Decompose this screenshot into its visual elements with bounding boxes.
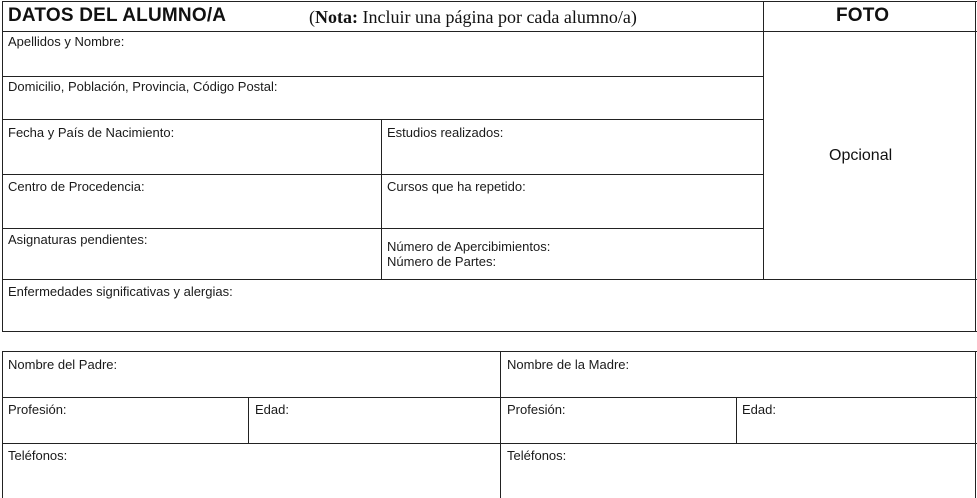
photo-title: FOTO — [836, 5, 890, 26]
warnings-field-label: Número de Apercibimientos: — [387, 239, 551, 254]
mother-phones-label: Teléfonos: — [507, 448, 567, 463]
birth-field-label: Fecha y País de Nacimiento: — [8, 125, 175, 140]
name-field-label: Apellidos y Nombre: — [8, 34, 125, 49]
form-title: DATOS DEL ALUMNO/A — [8, 5, 227, 26]
rule — [2, 443, 977, 444]
rule — [2, 331, 977, 332]
father-phones-label: Teléfonos: — [8, 448, 68, 463]
rule — [2, 76, 763, 77]
note-text: Incluir una página por cada alumno/a) — [358, 7, 637, 27]
rule — [381, 119, 382, 280]
father-age-label: Edad: — [255, 402, 289, 417]
illnesses-field-label: Enfermedades significativas y alergias: — [8, 284, 233, 299]
mother-name-label: Nombre de la Madre: — [507, 357, 630, 372]
pending-subjects-field-label: Asignaturas pendientes: — [8, 232, 148, 247]
rule — [975, 1, 976, 332]
father-name-label: Nombre del Padre: — [8, 357, 118, 372]
studies-field-label: Estudios realizados: — [387, 125, 504, 140]
rule — [2, 119, 763, 120]
rule — [763, 1, 764, 280]
rule — [2, 31, 977, 32]
mother-profession-label: Profesión: — [507, 402, 566, 417]
rule — [2, 228, 763, 229]
rule — [736, 397, 737, 443]
photo-placeholder: Opcional — [829, 147, 893, 164]
rule — [248, 397, 249, 443]
rule — [975, 351, 976, 498]
father-profession-label: Profesión: — [8, 402, 67, 417]
address-field-label: Domicilio, Población, Provincia, Código Postal: — [8, 79, 278, 94]
note-label: Nota: — [315, 7, 358, 27]
rule — [2, 397, 977, 398]
rule — [500, 351, 501, 498]
rule — [2, 1, 977, 2]
mother-age-label: Edad: — [742, 402, 776, 417]
rule — [2, 174, 763, 175]
rule — [2, 351, 3, 498]
origin-center-field-label: Centro de Procedencia: — [8, 179, 145, 194]
rule — [2, 279, 977, 280]
repeated-courses-field-label: Cursos que ha repetido: — [387, 179, 526, 194]
rule — [2, 1, 3, 332]
form-note — [309, 6, 637, 28]
reports-field-label: Número de Partes: — [387, 254, 497, 269]
note-open: ( — [309, 7, 315, 27]
rule — [2, 351, 977, 352]
